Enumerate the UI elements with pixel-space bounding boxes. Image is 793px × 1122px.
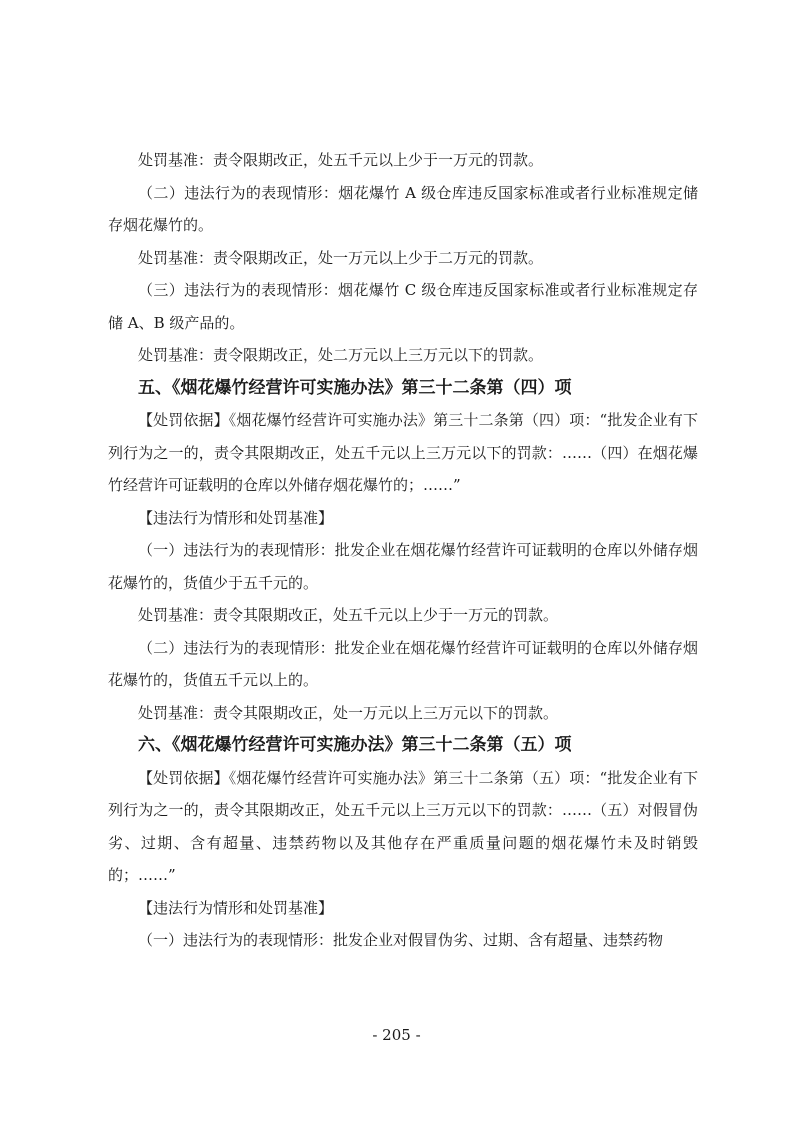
paragraph-penalty-standard-1: 处罚基准：责令限期改正，处五千元以上少于一万元的罚款。 [138, 151, 544, 169]
paragraph-penalty-standard-2: 处罚基准：责令限期改正，处一万元以上少于二万元的罚款。 [138, 248, 544, 267]
section-heading-5: 五、《烟花爆竹经营许可实施办法》第三十二条第（四）项 [138, 377, 572, 398]
paragraph-subheading-6: 【违法行为情形和处罚基准】 [138, 898, 334, 917]
document-body [108, 144, 698, 957]
paragraph-legal-basis-6: 【处罚依据】《烟花爆竹经营许可实施办法》第三十二条第（五）项：“批发企业有下列行为之一的，责令其限期改正，处五千元以上三万元以下的罚款：……（五）对假冒伪劣、过期、含有超量、违禁药物以及其他存在严重质量问题的烟花爆竹未及时销毁的；……” [108, 768, 698, 884]
paragraph-case-3: （三）违法行为的表现情形：烟花爆竹 C 级仓库违反国家标准或者行业标准规定存储 A、B 级产品的。 [108, 281, 698, 332]
paragraph-legal-basis-5: 【处罚依据】《烟花爆竹经营许可实施办法》第三十二条第（四）项：“批发企业有下列行为之一的，责令其限期改正，处五千元以上三万元以下的罚款：……（四）在烟花爆竹经营许可证载明的仓库以外储存烟花爆竹的；……” [108, 411, 698, 494]
paragraph-subheading-5: 【违法行为情形和处罚基准】 [138, 508, 334, 527]
paragraph-case-6-1: （一）违法行为的表现情形：批发企业对假冒伪劣、过期、含有超量、违禁药物 [138, 931, 664, 949]
paragraph-penalty-standard-5-1: 处罚基准：责令其限期改正，处五千元以上少于一万元的罚款。 [138, 606, 559, 624]
paragraph-case-2: （二）违法行为的表现情形：烟花爆竹 A 级仓库违反国家标准或者行业标准规定储存烟花爆竹的。 [108, 183, 698, 234]
paragraph-case-5-2: （二）违法行为的表现情形：批发企业在烟花爆竹经营许可证载明的仓库以外储存烟花爆竹的，货值五千元以上的。 [108, 638, 698, 689]
paragraph-penalty-standard-3: 处罚基准：责令限期改正，处二万元以上三万元以下的罚款。 [138, 346, 544, 364]
paragraph-penalty-standard-5-2: 处罚基准：责令其限期改正，处一万元以上三万元以下的罚款。 [138, 703, 559, 722]
page-number: - 205 - [372, 1026, 421, 1044]
paragraph-case-5-1: （一）违法行为的表现情形：批发企业在烟花爆竹经营许可证载明的仓库以外储存烟花爆竹的，货值少于五千元的。 [108, 541, 698, 592]
section-heading-6: 六、《烟花爆竹经营许可实施办法》第三十二条第（五）项 [138, 735, 572, 755]
